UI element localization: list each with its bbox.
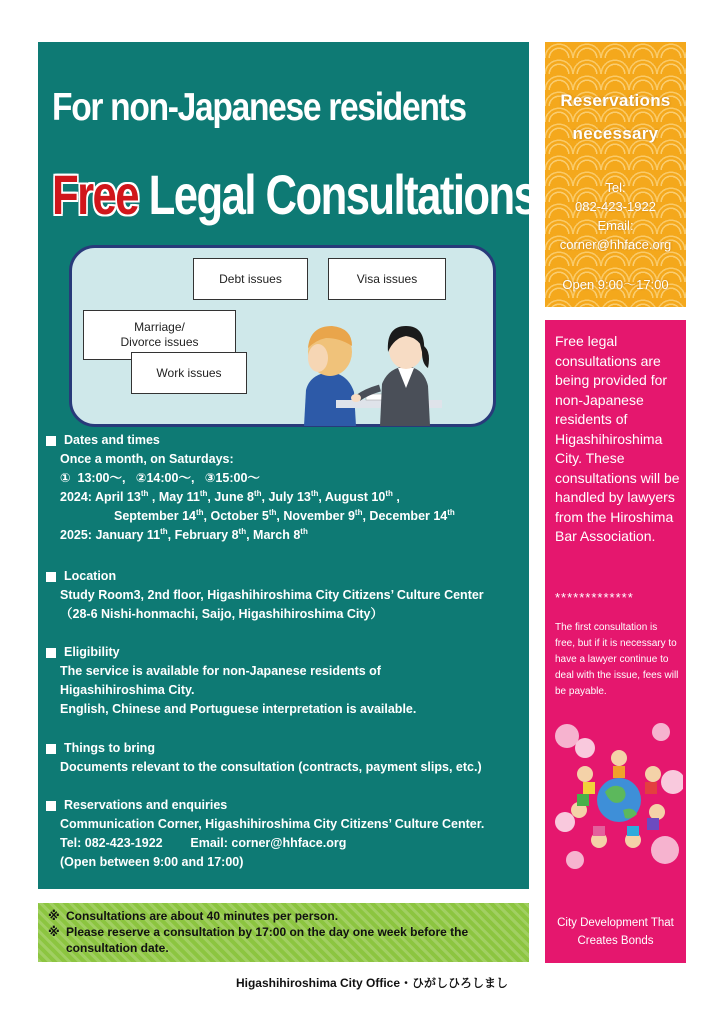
section-eligibility bbox=[46, 643, 416, 719]
location-heading: Location bbox=[64, 569, 117, 583]
section-bring bbox=[46, 739, 482, 777]
bullet-square-icon bbox=[46, 744, 56, 754]
tel-label: Tel: bbox=[605, 180, 626, 195]
intro-text: Free legal consultations are being provided for non-Japanese residents of Higashihiroshima City. These consultations will be handled by lawyers from the Hiroshima Bar Association. bbox=[555, 333, 680, 544]
bring-documents: Documents relevant to the consultation (contracts, payment slips, etc.) bbox=[60, 760, 482, 774]
email-label: Email: bbox=[597, 218, 634, 233]
notice-box bbox=[38, 903, 529, 962]
opening-hours: Open 9:00～17:00 bbox=[562, 277, 669, 292]
dates-heading: Dates and times bbox=[64, 433, 160, 447]
bubble-debt-label: Debt issues bbox=[219, 271, 282, 286]
people-at-desk-picture bbox=[296, 308, 456, 426]
tel-number: 082-423-1922 bbox=[575, 199, 656, 214]
notice-duration: Consultations are about 40 minutes per person. bbox=[66, 909, 339, 923]
note-mark-icon: ※ bbox=[48, 909, 60, 923]
slogan-line2: Creates Bonds bbox=[577, 935, 654, 947]
consultation-illustration bbox=[69, 245, 496, 427]
dates-2025-line: 2025: January 11th, February 8th, March 8th bbox=[60, 526, 308, 542]
reservation-box bbox=[545, 42, 686, 307]
bubble-marriage-line2: Divorce issues bbox=[120, 335, 199, 349]
bullet-square-icon bbox=[46, 648, 56, 658]
bubble-debt bbox=[193, 258, 308, 300]
main-panel bbox=[38, 42, 537, 889]
reservations-hours: (Open between 9:00 and 17:00) bbox=[60, 855, 244, 869]
dates-sessions: ① 13:00～, ②14:00～, ③15:00～ bbox=[60, 471, 260, 485]
title-subheading: For non-Japanese residents bbox=[52, 86, 466, 129]
dates-2025-label: 2025: bbox=[60, 528, 96, 542]
reservations-place: Communication Corner, Higashihiroshima City Citizens’ Culture Center. bbox=[60, 817, 485, 831]
eligibility-heading: Eligibility bbox=[64, 645, 120, 659]
section-dates bbox=[46, 431, 455, 545]
children-around-globe-picture bbox=[553, 722, 683, 872]
section-location bbox=[46, 567, 484, 624]
bullet-square-icon bbox=[46, 572, 56, 582]
eligibility-line2: Higashihiroshima City. bbox=[60, 683, 195, 697]
bullet-square-icon bbox=[46, 801, 56, 811]
slogan bbox=[545, 914, 686, 950]
eligibility-line1: The service is available for non-Japanese residents of bbox=[60, 664, 381, 678]
bullet-square-icon bbox=[46, 436, 56, 446]
location-address: （28-6 Nishi-honmachi, Saijo, Higashihiroshima City） bbox=[60, 607, 383, 621]
dates-2024-line2: September 14th, October 5th, November 9th, December 14th bbox=[114, 507, 455, 523]
location-room: Study Room3, 2nd floor, Higashihiroshima City Citizens’ Culture Center bbox=[60, 588, 484, 602]
page-title bbox=[52, 162, 537, 227]
reservations-contact: Tel: 082-423-1922 Email: corner@hhface.org bbox=[60, 836, 347, 850]
reservations-heading: Reservations and enquiries bbox=[64, 798, 228, 812]
title-free-word: Free bbox=[52, 163, 139, 226]
title-rest: Legal Consultations bbox=[138, 163, 537, 226]
bubble-work-label: Work issues bbox=[156, 365, 222, 380]
slogan-line1: City Development That bbox=[557, 917, 674, 929]
footer-organization: Higashihiroshima City Office・ひがしひろしまし bbox=[235, 976, 509, 990]
dates-2024-line1: 2024: April 13th , May 11th, June 8th, July 13th, August 10th , bbox=[60, 488, 400, 504]
star-divider: ************* bbox=[555, 590, 634, 605]
bubble-visa bbox=[328, 258, 446, 300]
info-sidebar bbox=[545, 320, 686, 963]
dates-2024-label: 2024: bbox=[60, 490, 95, 504]
fee-note: The first consultation is free, but if it is necessary to have a lawyer continue to deal with the issue, fees will be payable. bbox=[555, 622, 679, 697]
reservation-label-2: necessary bbox=[572, 124, 659, 143]
section-reservations bbox=[46, 796, 484, 872]
bring-heading: Things to bring bbox=[64, 741, 155, 755]
eligibility-interpretation: English, Chinese and Portuguese interpretation is available. bbox=[60, 702, 417, 716]
dates-frequency: Once a month, on Saturdays: bbox=[60, 452, 234, 466]
reservation-label-1: Reservations bbox=[560, 91, 671, 110]
bubble-marriage-line1: Marriage/ bbox=[134, 320, 185, 334]
email-address: corner@hhface.org bbox=[559, 237, 672, 252]
notice-deadline: Please reserve a consultation by 17:00 on the day one week before the consultation date. bbox=[66, 925, 469, 955]
note-mark-icon: ※ bbox=[48, 925, 60, 939]
bubble-work bbox=[131, 352, 247, 394]
bubble-visa-label: Visa issues bbox=[356, 271, 418, 286]
